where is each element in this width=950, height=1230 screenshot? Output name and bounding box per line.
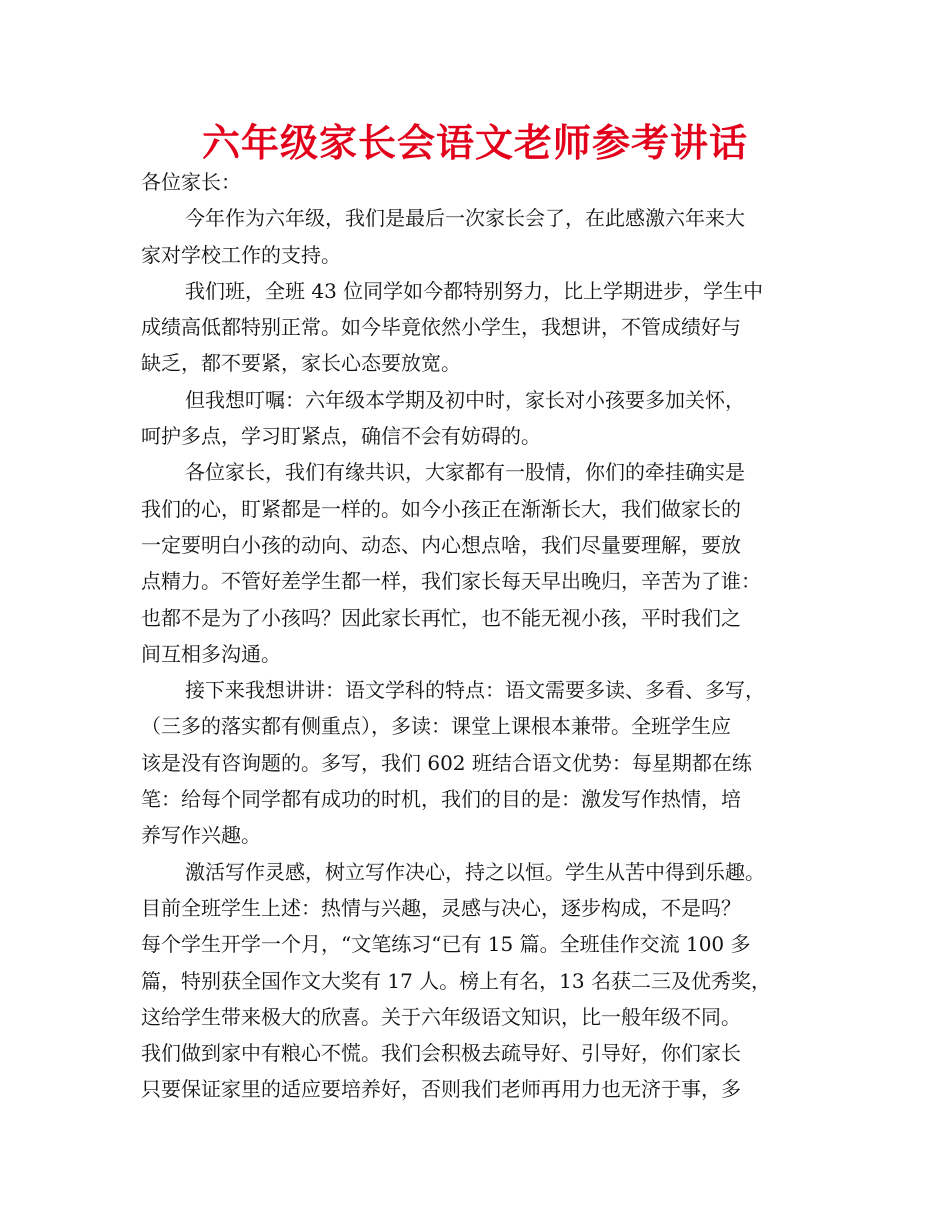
body-line: 篇，特别获全国作文大奖有 17 人。榜上有名，13 名获二三及优秀奖， bbox=[141, 968, 771, 993]
body-line: 间互相多沟通。 bbox=[141, 641, 281, 666]
body-line: 今年作为六年级，我们是最后一次家长会了，在此感激六年来大 bbox=[185, 206, 745, 231]
body-line: 该是没有咨询题的。多写，我们 602 班结合语文优势：每星期都在练 bbox=[141, 750, 752, 775]
body-line: 目前全班学生上述：热情与兴趣，灵感与决心，逐步构成，不是吗？ bbox=[141, 895, 741, 920]
body-line: 缺乏，都不要紧，家长心态要放宽。 bbox=[141, 351, 461, 376]
body-line: 这给学生带来极大的欣喜。关于六年级语文知识，比一般年级不同。 bbox=[141, 1004, 741, 1029]
body-line: （三多的落实都有侧重点），多读：课堂上课根本兼带。全班学生应 bbox=[141, 714, 731, 739]
body-line: 各位家长，我们有缘共识，大家都有一股情，你们的牵挂确实是 bbox=[185, 460, 745, 485]
body-line: 也都不是为了小孩吗？因此家长再忙，也不能无视小孩，平时我们之 bbox=[141, 605, 741, 630]
body-line: 一定要明白小孩的动向、动态、内心想点啥，我们尽量要理解，要放 bbox=[141, 532, 741, 557]
body-line: 我们班，全班 43 位同学如今都特别努力，比上学期进步，学生中 bbox=[185, 278, 764, 303]
body-line: 各位家长： bbox=[141, 170, 241, 194]
body-line: 但我想叮嘱：六年级本学期及初中时，家长对小孩要多加关怀， bbox=[185, 387, 745, 412]
body-line: 接下来我想讲讲：语文学科的特点：语文需要多读、多看、多写， bbox=[185, 678, 765, 703]
body-line: 养写作兴趣。 bbox=[141, 823, 261, 848]
body-line: 我们的心，盯紧都是一样的。如今小孩正在渐渐长大，我们做家长的 bbox=[141, 496, 741, 521]
body-line: 笔：给每个同学都有成功的时机，我们的目的是：激发写作热情，培 bbox=[141, 787, 741, 812]
document-title: 六年级家长会语文老师参考讲话 bbox=[201, 121, 748, 165]
body-line: 点精力。不管好差学生都一样，我们家长每天早出晚归，辛苦为了谁： bbox=[141, 569, 761, 594]
body-line: 只要保证家里的适应要培养好，否则我们老师再用力也无济于事，多 bbox=[141, 1077, 741, 1102]
body-line: 每个学生开学一个月，“文笔练习“已有 15 篇。全班佳作交流 100 多 bbox=[141, 932, 751, 957]
body-line: 我们做到家中有粮心不慌。我们会积极去疏导好、引导好，你们家长 bbox=[141, 1041, 741, 1066]
body-line: 激活写作灵感，树立写作决心，持之以恒。学生从苦中得到乐趣。 bbox=[185, 859, 765, 884]
document-body bbox=[141, 164, 821, 1108]
body-line: 家对学校工作的支持。 bbox=[141, 242, 341, 267]
body-line: 成绩高低都特别正常。如今毕竟依然小学生，我想讲，不管成绩好与 bbox=[141, 315, 741, 340]
body-line: 呵护多点，学习盯紧点，确信不会有妨碍的。 bbox=[141, 424, 541, 449]
